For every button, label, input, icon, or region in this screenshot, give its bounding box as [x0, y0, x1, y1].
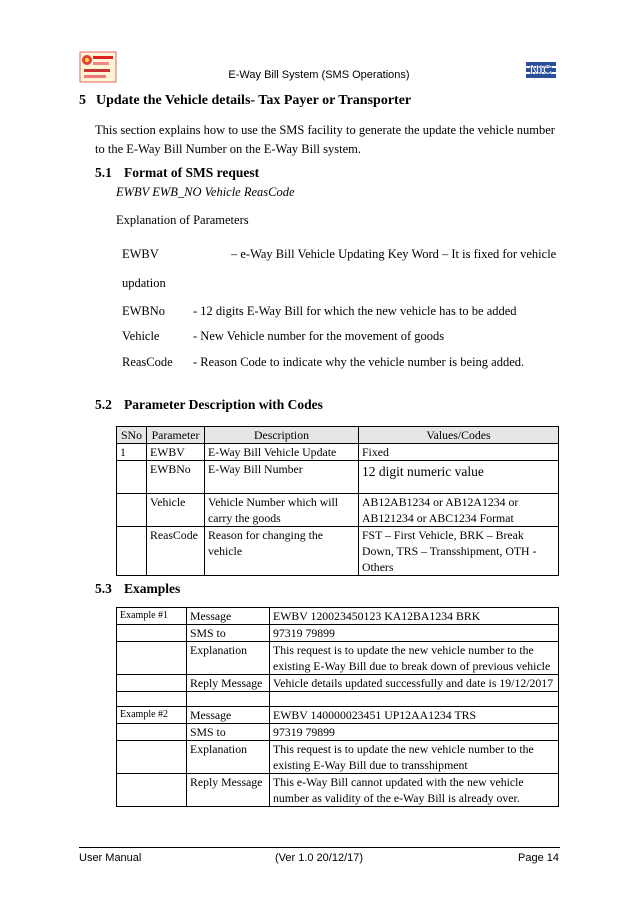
subsection-heading-codes	[95, 397, 323, 413]
param-desc: - New Vehicle number for the movement of goods	[193, 329, 445, 343]
nic-logo-text: NIC	[529, 62, 553, 77]
subsection-heading-examples	[95, 581, 180, 597]
footer-version: (Ver 1.0 20/12/17)	[274, 852, 364, 864]
spacer-row	[117, 692, 559, 707]
table-row	[117, 741, 559, 774]
sms-syntax: EWBV EWB_NO Vehicle ReasCode	[116, 185, 295, 199]
table-cell: Vehicle details updated successfully and date is 19/12/2017	[270, 675, 559, 692]
table-cell: Fixed	[359, 444, 559, 461]
example-label: Example #1	[117, 608, 187, 625]
table-cell: 1	[117, 444, 147, 461]
table-cell: This request is to update the new vehicle number to the existing E-Way Bill due to break down of previous vehicle	[270, 642, 559, 675]
table-row	[117, 774, 559, 807]
subsection-title: Parameter Description with Codes	[124, 397, 323, 412]
footer-left: User Manual	[79, 852, 142, 864]
subsection-title: Examples	[124, 581, 181, 596]
table-row	[117, 527, 559, 576]
table-cell	[117, 461, 147, 494]
param-key: EWBV	[122, 247, 159, 261]
table-cell: Reply Message	[187, 774, 270, 807]
table-cell: 12 digit numeric value	[359, 461, 559, 494]
table-row	[117, 642, 559, 675]
table-row	[117, 625, 559, 642]
table-cell: 97319 79899	[270, 625, 559, 642]
column-header: SNo	[117, 427, 147, 444]
nic-logo	[526, 58, 556, 80]
explanation-heading: Explanation of Parameters	[116, 213, 249, 227]
column-header: Description	[205, 427, 359, 444]
section-title: Update the Vehicle details- Tax Payer or Transporter	[96, 93, 412, 108]
header-title: E-Way Bill System (SMS Operations)	[228, 69, 410, 81]
table-row	[117, 444, 559, 461]
table-cell: E-Way Bill Vehicle Update	[205, 444, 359, 461]
param-key: updation	[122, 276, 166, 290]
table-cell: SMS to	[187, 625, 270, 642]
table-cell: Message	[187, 707, 270, 724]
param-key: ReasCode	[122, 355, 173, 369]
table-cell: Vehicle Number which will carry the goods	[205, 494, 359, 527]
section-intro: This section explains how to use the SMS facility to generate the update the vehicle number to the E-Way Bill Number on the E-Way Bill system.	[95, 123, 555, 156]
subsection-number: 5.3	[95, 581, 112, 596]
subsection-number: 5.1	[95, 165, 112, 180]
table-cell	[117, 494, 147, 527]
subsection-heading-format	[95, 165, 259, 181]
table-header-row	[117, 427, 559, 444]
table-cell: AB12AB1234 or AB12A1234 or AB121234 or ABC1234 Format	[359, 494, 559, 527]
table-cell: This request is to update the new vehicle number to the existing E-Way Bill due to transshipment	[270, 741, 559, 774]
table-cell: Reply Message	[187, 675, 270, 692]
column-header: Values/Codes	[359, 427, 559, 444]
table-cell: EWBNo	[147, 461, 205, 494]
table-cell: Vehicle	[147, 494, 205, 527]
table-row	[117, 494, 559, 527]
table-cell: 97319 79899	[270, 724, 559, 741]
table-cell	[117, 527, 147, 576]
section-heading	[79, 93, 411, 109]
table-row	[117, 707, 559, 724]
param-key: EWBNo	[122, 304, 166, 318]
subsection-number: 5.2	[95, 397, 112, 412]
param-key: Vehicle	[122, 329, 160, 343]
table-cell: FST – First Vehicle, BRK – Break Down, TRS – Transshipment, OTH - Others	[359, 527, 559, 576]
table-cell: Reason for changing the vehicle	[205, 527, 359, 576]
subsection-title: Format of SMS request	[124, 165, 260, 180]
section-number: 5	[79, 93, 86, 108]
footer-divider	[79, 847, 560, 848]
table-row	[117, 461, 559, 494]
table-cell: Message	[187, 608, 270, 625]
param-desc: - 12 digits E-Way Bill for which the new vehicle has to be added	[193, 304, 517, 318]
table-cell: EWBV 140000023451 UP12AA1234 TRS	[270, 707, 559, 724]
table-cell: Explanation	[187, 642, 270, 675]
table-cell: E-Way Bill Number	[205, 461, 359, 494]
table-cell: ReasCode	[147, 527, 205, 576]
param-desc: – e-Way Bill Vehicle Updating Key Word – It is fixed for vehicle	[231, 247, 557, 261]
example-label: Example #2	[117, 707, 187, 724]
parameter-codes-table	[116, 426, 559, 576]
table-cell: Explanation	[187, 741, 270, 774]
table-row	[117, 608, 559, 625]
table-cell: EWBV 120023450123 KA12BA1234 BRK	[270, 608, 559, 625]
table-row	[117, 675, 559, 692]
param-desc: - Reason Code to indicate why the vehicle number is being added.	[193, 355, 525, 369]
footer-page-number: Page 14	[518, 852, 559, 864]
table-cell: SMS to	[187, 724, 270, 741]
table-cell: This e-Way Bill cannot updated with the new vehicle number as validity of the e-Way Bill is already over.	[270, 774, 559, 807]
table-row	[117, 724, 559, 741]
examples-table	[116, 607, 559, 807]
column-header: Parameter	[147, 427, 205, 444]
table-cell: EWBV	[147, 444, 205, 461]
